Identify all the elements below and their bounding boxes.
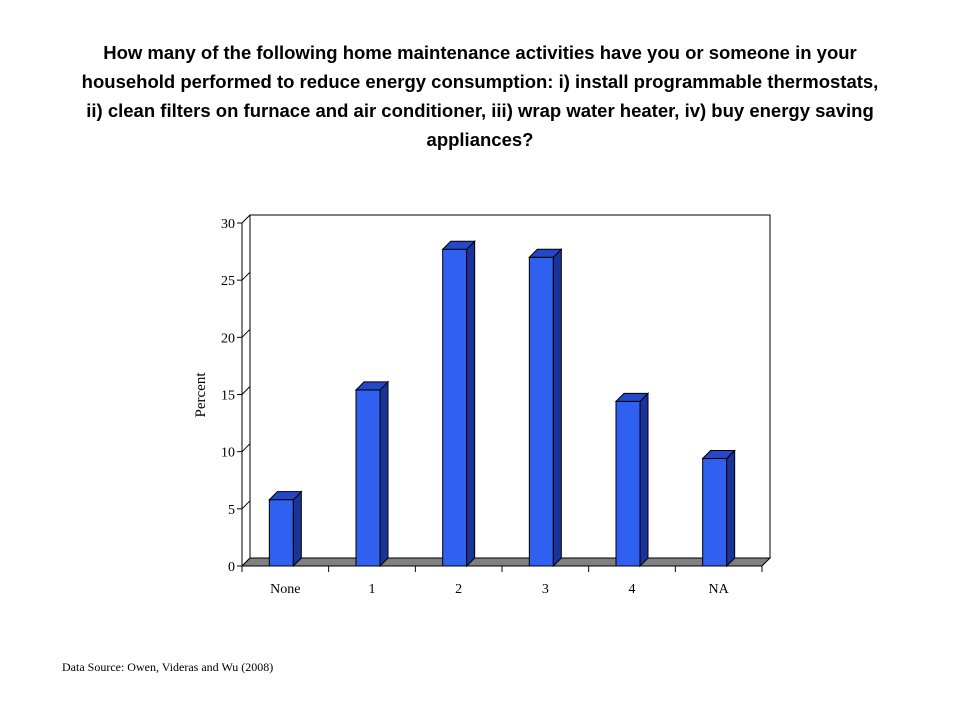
y-tick-depth — [242, 272, 250, 280]
y-tick-label: 0 — [228, 560, 235, 575]
y-tick-depth — [242, 501, 250, 509]
bar-1 — [356, 382, 388, 566]
y-tick-label: 20 — [221, 331, 235, 347]
bar-none — [269, 492, 301, 566]
bar-front — [443, 249, 467, 566]
bar-side — [553, 249, 561, 566]
chart-title-line: appliances? — [426, 129, 534, 150]
bar-front — [269, 500, 293, 566]
y-tick-label: 25 — [221, 274, 235, 290]
y-tick-label: 10 — [221, 445, 235, 461]
bar-front — [356, 390, 380, 566]
plot-frame — [250, 215, 770, 558]
y-axis-label: Percent — [193, 372, 209, 418]
y-tick-label: 5 — [228, 502, 235, 518]
x-tick-label: 1 — [368, 582, 376, 597]
y-tick-depth — [242, 387, 250, 395]
y-tick-depth — [242, 444, 250, 452]
chart-title-line: ii) clean filters on furnace and air conditioner, iii) wrap water heater, iv) buy energy saving — [86, 100, 874, 121]
bar-side — [293, 492, 301, 566]
chart-title-line: household performed to reduce energy consumption: i) install programmable thermostats, — [81, 71, 879, 92]
data-source-note: Data Source: Owen, Videras and Wu (2008) — [62, 660, 274, 674]
bar-3 — [529, 249, 561, 566]
bar-2 — [443, 241, 475, 566]
bar-side — [727, 451, 735, 566]
chart-title-line: How many of the following home maintenance activities have you or someone in your — [103, 42, 857, 63]
x-tick-label: 4 — [628, 582, 636, 597]
y-tick-label: 30 — [221, 217, 235, 232]
y-tick-depth — [242, 329, 250, 337]
bar-4 — [616, 393, 648, 566]
bar-front — [529, 257, 553, 566]
x-tick-label: NA — [708, 582, 729, 597]
x-tick-label: None — [270, 582, 301, 597]
chart-floor — [242, 558, 770, 566]
x-tick-label: 2 — [455, 582, 463, 597]
bar-front — [703, 459, 727, 566]
x-tick-label: 3 — [541, 582, 549, 597]
y-tick-label: 15 — [221, 388, 235, 404]
bar-side — [467, 241, 475, 566]
bar-side — [380, 382, 388, 566]
y-tick-depth — [242, 215, 250, 223]
bar-front — [616, 401, 640, 566]
bar-na — [703, 451, 735, 566]
bar-side — [640, 393, 648, 566]
